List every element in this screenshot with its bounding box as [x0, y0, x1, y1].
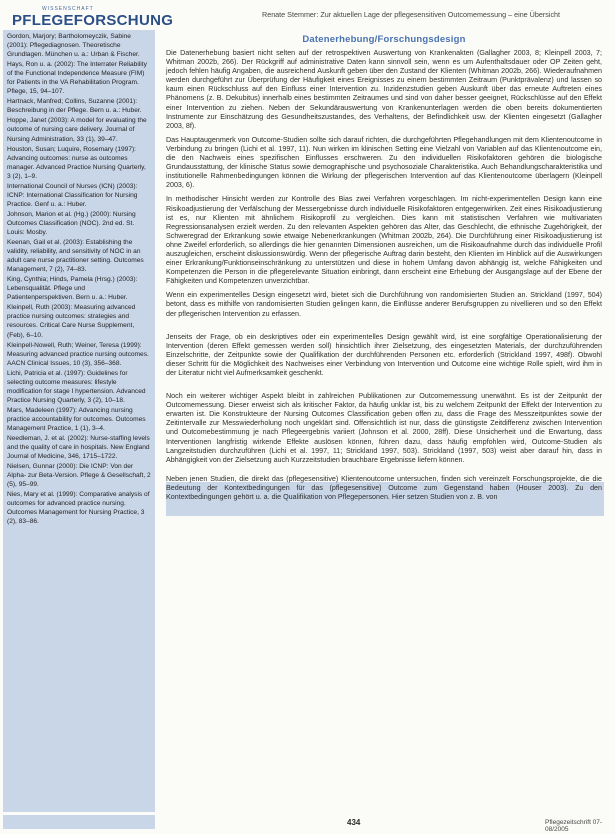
reference-entry: Kleinpell, Ruth (2003): Measuring advanced practice nursing outcomes: strategies and resources. Critical Care Nurse Supplement, (Feb), 6–10. — [7, 304, 136, 339]
reference-entry: International Council of Nurses (ICN) (2003): ICNP: International Classification for Nursing Practice. Genf u. a.: Huber. — [7, 182, 138, 208]
running-head: Renate Stemmer: Zur aktuellen Lage der pflegesensitiven Outcomemessung – eine Übersicht — [262, 10, 561, 19]
reference-entry: Kleinpell-Nowell, Ruth; Weiner, Teresa (1999): Measuring advanced practice nursing outcomes. AACN Clinical Issues, 10 (3), 356–368. — [7, 341, 149, 367]
reference-entry: Mars, Madeleen (1997): Advancing nursing practice accountability for outcomes. Outcomes Management Practice, 1 (1), 3–4. — [7, 406, 146, 432]
paragraph: Die Datenerhebung basiert nicht selten auf der retrospektiven Auswertung von Krankenakten (Gallagher 2003, 8; Kleinpell 2003, 7; Whitman 2002b, 266). Der Rückgriff auf administrative Daten kann sinnvoll sein, wenn es um Aufenthaltsdauer oder OP Zeiten geht, jedoch fehlen häufig Angaben, die ausreichend Auskunft geben über den Zustand der Klienten (Whitman 2002b, 266). Wiederaufnahmen werden durchgeführt zur Überprüfung der Häufigkeit eines Ereignisses zu einem bestimmten Zeitraum (Punktprävalenz) und lassen so kaum einen Rückschluss auf den Einfluss einer Intervention zu. Inzidenzstudien geben Auskunft über das erneute Auftreten eines Phänomens (z. B. Dekubitus) innerhalb eines bestimmten Zeitraumes und sind von daher besser geeignet, Rückschlüsse auf den Effekt einer Intervention zu ziehen. Neben der Sekundärauswertung von Krankenunterlagen werden die oben bereits dokumentierten Instrumente zur Einschätzung des Gesundheitszustandes, des Verhaltens, der Befindlichkeit usw. der Klienten eingesetzt (Gallagher 2003, 8f). — [166, 49, 602, 130]
paragraph: Neben jenen Studien, die direkt das (pflegesensitive) Klientenoutcome untersuchen, finden sich vereinzelt Forschungsprojekte, die die Bedeutung der Kontextbedingungen für das (pflegesensitive) Outcome zum Gegenstand haben (Houser 2003). Zu den Kontextbedingungen gehört u. a. die Qualifikation von Pflegepersonen. Hier setzen Studien von z. B. von — [166, 474, 602, 502]
reference-entry: Hays, Ron u. a. (2002): The Interrater Reliability of the Functional Independence Measure (FIM) for Patients in the VA Rehabilitation Program. Pflege, 15, 94–107. — [7, 61, 147, 96]
reference-entry: Needleman, J. et al. (2002): Nurse-staffing levels and the quality of care in hospitals. New England Journal of Medicine, 346, 1715–1722. — [7, 435, 150, 461]
footer-bar — [3, 815, 155, 829]
logo-tagline: WISSENSCHAFT — [42, 6, 94, 12]
reference-entry: Gordon, Marjory; Bartholomeyczik, Sabine (2001): Pflegediagnosen. Theoretische Grundlagen. München u. a.: Urban & Fischer. — [7, 33, 140, 59]
highlighted-paragraph: Wenn ein experimentelles Design eingesetzt wird, bietet sich die Durchführung von randomisierten Studien an. Strickland (1997, 504) betont, dass es mithilfe von randomisierten Studien gelingen kann, die Einflüsse anderer Berufsgruppen zu nivellieren und so den Effekt der pflegerischen Intervention zu erfassen. — [166, 291, 602, 318]
references-sidebar — [3, 30, 155, 812]
reference-entry: Nielsen, Gunnar (2000): Die ICNP: Von der Alpha- zur Beta-Version. Pflege & Gesellschaft, 2 (5), 95–99. — [7, 463, 151, 489]
paragraph: Jenseits der Frage, ob ein deskriptives oder ein experimentelles Design gewählt wird, ist eine sorgfältige Operationalisierung der Intervention (deren Effekt gemessen werden soll) hinsichtlich ihrer Zielsetzung, des eingesetzten Materials, der durchzuführenden Einzelschritte, der Zeitpunkte sowie der Qualifikation der durchführenden Personen etc. erforderlich (Strickland 1997, 498f). Obwohl dieser Schritt für die Möglichkeit des Nachweises einer Verbindung von Intervention und Outcome eine wichtige Rolle spielt, wird ihm in der Literatur nicht viel Aufmerksamkeit geschenkt. — [166, 332, 602, 377]
reference-entry: Hartnack, Manfred; Collins, Suzanne (2001): Beschreibung in der Pflege. Bern u. a.: Huber. — [7, 98, 142, 115]
reference-entry: Hoppe, Janet (2003): A model for evaluating the outcome of nursing care delivery. Journal of Nursing Administration, 33 (1), 39–47. — [7, 117, 147, 143]
paragraph: Noch ein weiterer wichtiger Aspekt bleibt in zahlreichen Publikationen zur Outcomemessung unerwähnt. Es ist der Zeitpunkt der Outcomemessung. Dieser erweist sich als kritischer Faktor, da häufig unklar ist, bis zu welchem Zeitpunkt der Effekt der Intervention zu erwarten ist. Die Konstrukteure der Nursing Outcomes Classification geben offen zu, dass die Frage des Messzeitpunktes sowie der Zeitintervalle zur Messwiederholung noch ungeklärt sind. Offensichtlich ist nur, dass die günstigste Zeitdifferenz zwischen Intervention und Outcomebestimmung je nach Pflegeergebnis variiert (Johnson et al. 2000, 28ff). Diese Unsicherheit und die Erwartung, dass Interventionen langfristig wirkende Effekte auslösen können, führen dazu, dass häufig empfohlen wird, Outcome-Studien als Langzeitstudien durchzuführen (Lichi et al. 1997, 11; Strickland 1997, 503). Strickland (1997, 503) weist aber darauf hin, dass in Abhängigkeit von der Zielsetzung auch Kurzzeitstudien brauchbare Ergebnisse liefern können. — [166, 392, 602, 464]
reference-entry: Lichi, Patricia et al. (1997): Guidelines for selecting outcome measures: lifestyle modification for stage I hypertension. Advanced Practice Nursing Quarterly, 3 (2), 10–18. — [7, 369, 146, 404]
logo-title: PFLEGEFORSCHUNG — [12, 12, 174, 29]
reference-entry: Nies, Mary et al. (1999): Comparative analysis of outcomes for advanced practice nursing. Outcomes Management for Nursing Practice, 3 (2), 83–86. — [7, 491, 150, 526]
reference-list — [3, 30, 155, 526]
main-column — [166, 34, 602, 507]
reference-entry: King, Cynthia; Hinds, Pamela (Hrsg.) (2003): Lebensqualität. Pflege und Patientenperspektiven. Bern u. a.: Huber. — [7, 276, 138, 302]
paragraph: In methodischer Hinsicht werden zur Kontrolle des Bias zwei Verfahren vorgeschlagen. Im nicht-experimentellen Design kann eine Risikoadjustierung der Verfälschung der Messergebnisse durch individuelle Risikofaktoren entgegenwirken. Zeit eines Risikoadjustierung ist es, nur Klienten mit ähnlichem Risikoprofil zu vergleichen. Dies kann mit statistischen Verfahren wie multivariaten Regressionsanalysen erzielt werden. Zu den relevanten Aspekten gehören das Alter, das Geschlecht, die ethnische Zugehörigkeit, der Schweregrad der Erkrankung sowie etwaige Nebenerkrankungen (Whitman 2002b, 264). Die Durchführung einer Risikoadjustierung ist ohne Zweifel erforderlich, so allerdings die hier genannten Dimensionen ausreichen, um die Risikoaufnahme durch das individuelle Profil auszugleichen, erscheint diskussionswürdig. Wenn der pflegerische Auftrag darin besteht, den Klienten im Hinblick auf die Auswirkungen einer Erkrankung/Funktionseinschränkung zu unterstützen und diese in hohem Umfang davon abhängig ist, welche Fähigkeiten und Kompetenzen die Person in die pflegerelevante Situation einbringt, dann erscheint eine Erhebung der Ausgangslage auf der Ebene der Fähigkeiten und Kompetenzen unverzichtbar. — [166, 195, 602, 286]
journal-logo — [6, 6, 176, 32]
paragraph: Das Hauptaugenmerk von Outcome-Studien sollte sich darauf richten, die durchgeführten Pflegehandlungen mit dem Klientenoutcome in Verbindung zu bringen (Lichi et al. 1997, 11). Nun wirken im klinischen Setting eine Vielzahl von Variablen auf das Klientenoutcome ein, die den Nachweis eines spezifischen Einflusses erschweren. Zu den individuellen Risikofaktoren gehören die biologische Grundausstattung, der klinische Status sowie demographische und psychosoziale Charakteristika. Auch Behandlungscharakteristika und institutionelle Rahmenbedingungen können die Wirkung der pflegerischen Intervention auf das Klientenoutcome überlagern (Kleinpell 2003, 6). — [166, 135, 602, 190]
section-title: Datenerhebung/Forschungsdesign — [302, 34, 466, 45]
reference-entry: Johnson, Marion et al. (Hg.) (2000): Nursing Outcomes Classification (NOC). 2nd ed. St. Louis: Mosby. — [7, 210, 136, 236]
reference-entry: Keenan, Gail et al. (2003): Establishing the validity, reliability, and sensitivity of NOC in an adult care nurse practitioner setting. Outcomes Management, 7 (2), 74–83. — [7, 239, 144, 274]
page-number: 434 — [347, 818, 361, 827]
reference-entry: Houston, Susan; Luquire, Rosemary (1997): Advancing outcomes: nurse as outcomes manager. Advanced Practice Nursing Quarterly, 3 (2), 1–9. — [7, 145, 146, 180]
issue-info: Pflegezeitschrift 07-08/2005 — [545, 819, 603, 833]
